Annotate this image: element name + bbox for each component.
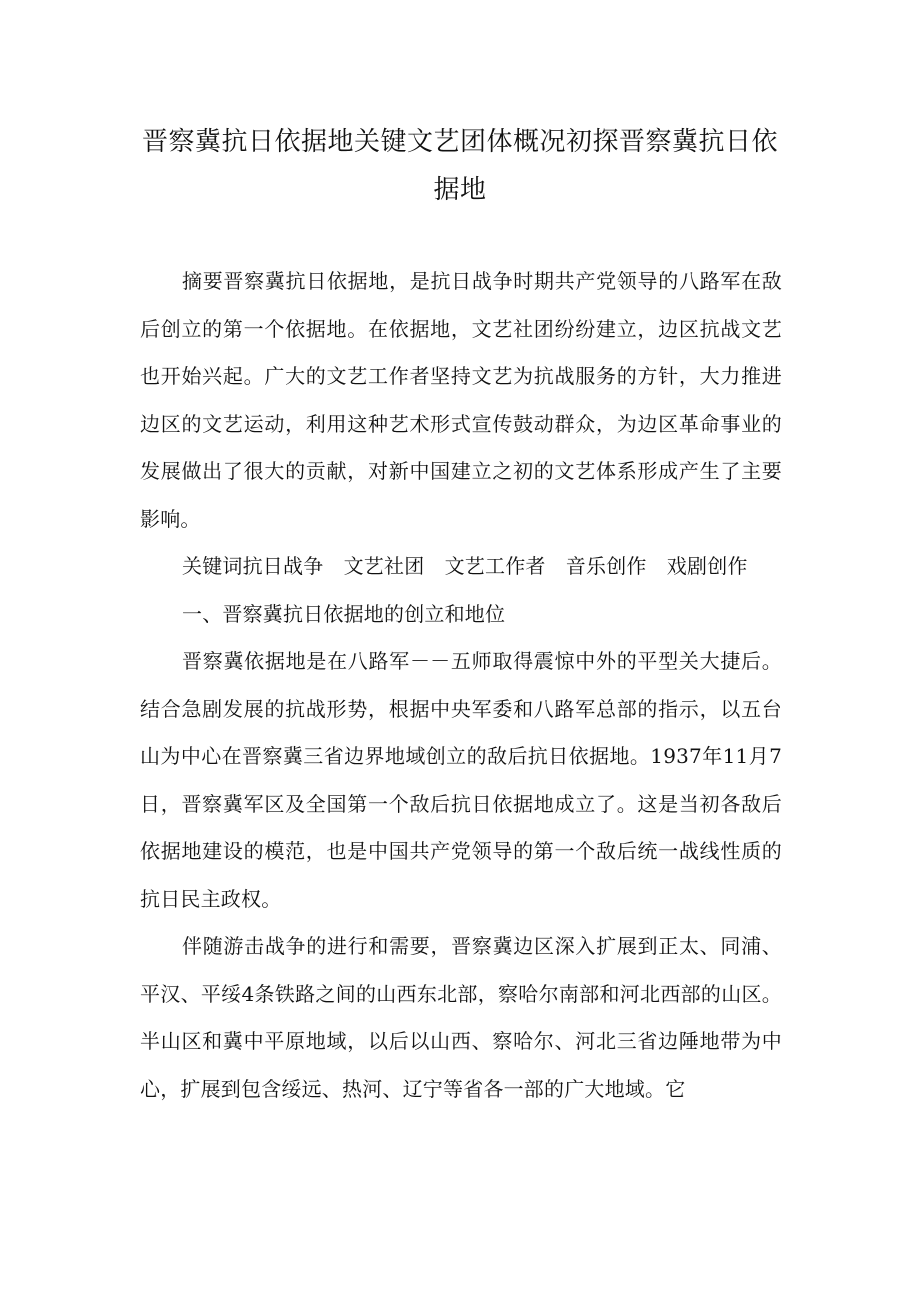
section-heading: 一、晋察冀抗日依据地的创立和地位	[182, 601, 506, 626]
keywords-paragraph: 关键词抗日战争 文艺社团 文艺工作者 音乐创作 戏剧创作	[182, 554, 748, 578]
abstract-paragraph: 摘要晋察冀抗日依据地，是抗日战争时期共产党领导的八路军在敌后创立的第一个依据地。在依据地，文艺社团纷纷建立，边区抗战文艺也开始兴起。广大的文艺工作者坚持文艺为抗战服务的方针，大力推进边区的文艺运动，利用这种艺术形式宣传鼓动群众，为边区革命事业的发展做出了很大的贡献，对新中国建立之初的文艺体系形成产生了主要影响。	[140, 269, 782, 531]
body-paragraph: 晋察冀依据地是在八路军－－五师取得震惊中外的平型关大捷后。结合急剧发展的抗战形势，根据中央军委和八路军总部的指示，以五台山为中心在晋察冀三省边界地域创立的敌后抗日依据地。1937年11月7日，晋察冀军区及全国第一个敌后抗日依据地成立了。这是当初各敌后依据地建设的模范，也是中国共产党领导的第一个敌后统一战线性质的抗日民主政权。	[140, 649, 782, 911]
document-body	[140, 258, 782, 1113]
document-title: 晋察冀抗日依据地关键文艺团体概况初探晋察冀抗日依据地	[141, 127, 778, 205]
body-paragraph: 伴随游击战争的进行和需要，晋察冀边区深入扩展到正太、同浦、平汉、平绥4条铁路之间的山西东北部，察哈尔南部和河北西部的山区。半山区和冀中平原地域，以后以山西、察哈尔、河北三省边陲地带为中心，扩展到包含绥远、热河、辽宁等省各一部的广大地域。它	[140, 934, 782, 1101]
